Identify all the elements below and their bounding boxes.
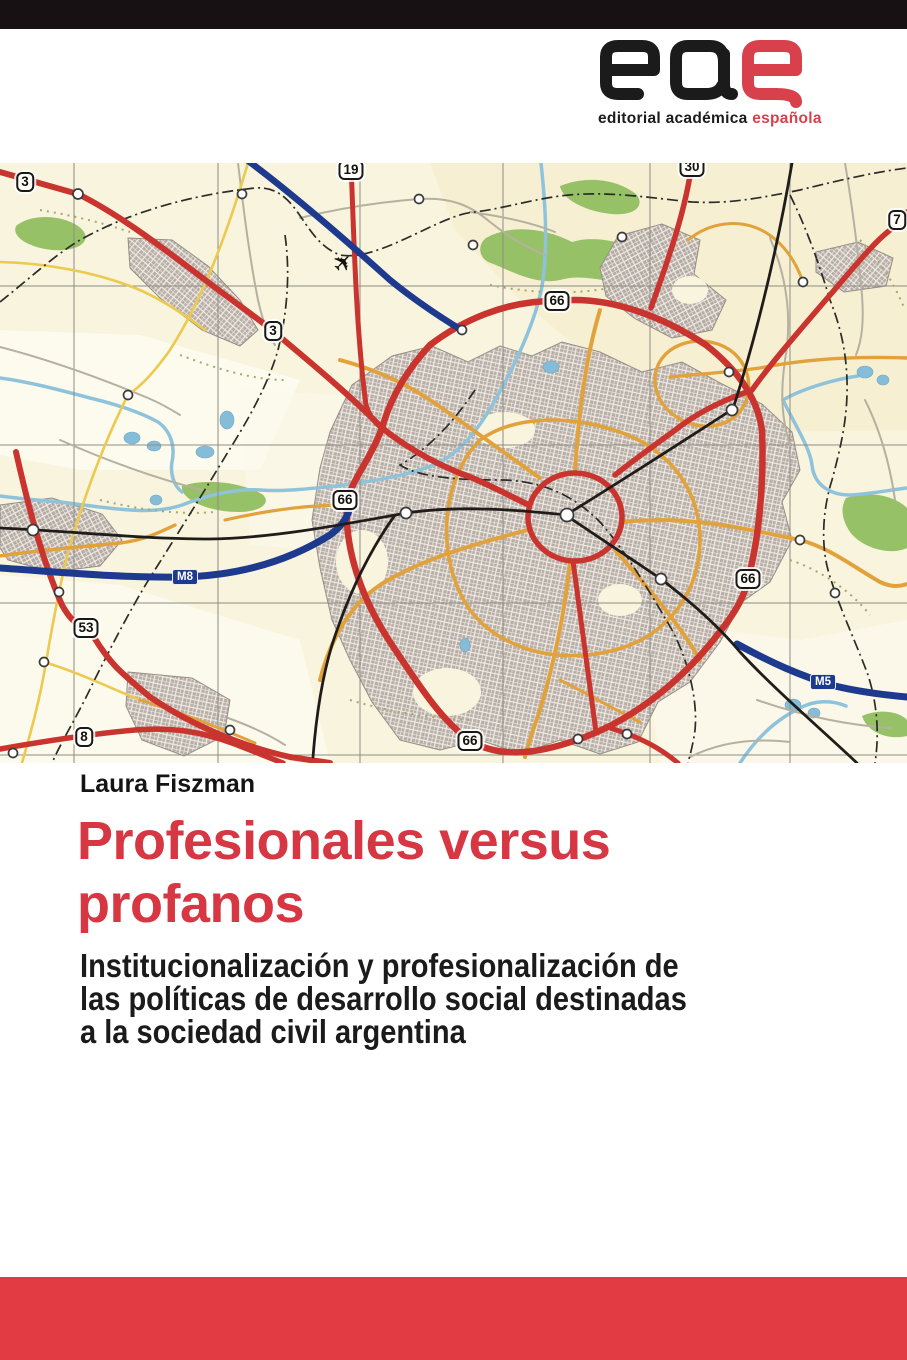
route-badge-30: 30 bbox=[679, 163, 704, 177]
eae-logo-icon bbox=[598, 40, 812, 108]
motorway-label-M5: M5 bbox=[810, 674, 836, 690]
wordmark-black: editorial académica bbox=[598, 110, 753, 127]
route-badge-66: 66 bbox=[544, 291, 569, 311]
publisher-logo bbox=[598, 40, 828, 128]
route-badge-66: 66 bbox=[457, 731, 482, 751]
wordmark-red: española bbox=[752, 110, 822, 127]
route-badge-53: 53 bbox=[73, 618, 98, 638]
title-line-2: profanos bbox=[77, 874, 305, 934]
motorway-label-M8: M8 bbox=[172, 569, 198, 585]
airport-icon: ✈ bbox=[325, 246, 361, 280]
map-overlay bbox=[0, 163, 907, 763]
subtitle-line-3: a la sociedad civil argentina bbox=[80, 1013, 466, 1050]
book-subtitle bbox=[80, 949, 687, 1048]
bottom-red-band bbox=[0, 1277, 907, 1360]
publisher-wordmark bbox=[598, 110, 828, 128]
route-badge-3: 3 bbox=[16, 172, 34, 192]
title-line-1: Profesionales versus bbox=[77, 811, 611, 871]
route-badge-66: 66 bbox=[735, 569, 760, 589]
city-map-image bbox=[0, 163, 907, 763]
book-title bbox=[77, 810, 610, 936]
author-name: Laura Fiszman bbox=[80, 770, 256, 798]
route-badge-3: 3 bbox=[264, 321, 282, 341]
top-black-bar bbox=[0, 0, 907, 29]
route-badge-66: 66 bbox=[332, 490, 357, 510]
subtitle-line-2: las políticas de desarrollo social destinadas bbox=[80, 980, 687, 1017]
subtitle-line-1: Institucionalización y profesionalización de bbox=[80, 947, 679, 984]
route-badge-19: 19 bbox=[338, 163, 363, 180]
route-badge-7: 7 bbox=[888, 210, 906, 230]
route-badge-8: 8 bbox=[75, 727, 93, 747]
